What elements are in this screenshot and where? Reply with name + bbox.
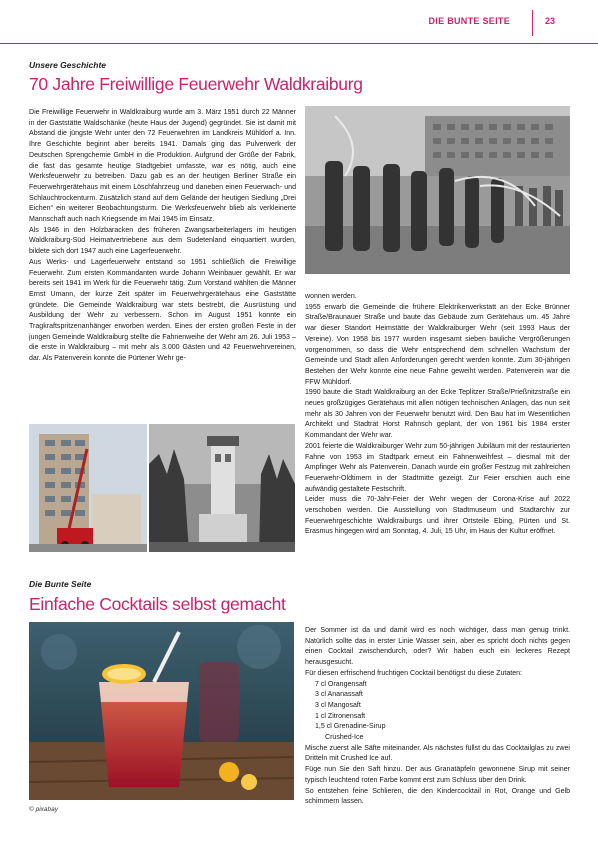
fire-engine-ladder-photo [29, 424, 147, 552]
paragraph: Leider muss die 70-Jahr-Feier der Wehr wegen der Corona-Krise auf 2022 verschoben werden. Die Ausstellung von Stadtmuseum und Stadtarchiv zur Feuerwehrgeschichte Waldkraiburgs und ihrer Ortsteile Ebing, Pürten und St. Erasmus hingegen wird am Sonntag, 4. Juli, 15 Uhr, im Haus der Kultur eröffnet. [305, 496, 570, 536]
page-number: 23 [545, 16, 556, 26]
paragraph: wonnen werden. [305, 293, 357, 300]
paragraph: Aus Werks- und Lagerfeuerwehr entstand so 1951 schließlich die Freiwillige Feuerwehr. Zum ersten Kommandanten wurde Johann Weinbauer gewählt. Er war bereits seit 1941 im Werk für die Feuerwehr tätig. Zum Vorstand wählten die Männer Ernst Umann, der kurze Zeit später im Feuerwehrgerätehaus eine Gaststätte gründete. Die Gemeinde Waldkraiburg war stets bestrebt, die Ausrüstung und Ausbildung der Wehr zu verbessern. Schon im August 1951 konnte ein Tragkraftspritzenanhänger erworben werden. Eines der ersten großen Feste in der jungen Gemeinde Waldkraiburg stellte die Fahnenweihe der Wehr am 26. Juli 1953 – die erste in Waldkraiburg – mit mehr als 3.000 Gästen und 42 Feuerwehrvereinen, dar. Als Patenverein konnte die Pürtener Wehr ge- [29, 258, 296, 363]
paragraph: 1955 erwarb die Gemeinde die frühere Elektrikerwerkstatt an der Ecke Brünner Straße/Braunauer Straße und baute das Gebäude zum Gerätehaus um. 45 Jahre war dieser Standort Heimstätte der Waldkraiburger Wehr (seit 1993 Haus der Vereine). Von 1958 bis 1977 wurden insgesamt sieben bauliche Vergrößerungen vorgenommen, so dass die Wehr entsprechend dem schnellen Wachstum der Gemeinde und Stadt allen Anforderungen gerecht werden konnte. Zum 30-jährigen Bestehen der Wehr konnte eine neue Fahne geweiht werden. Patenverein war die FFW Mühldorf. [305, 303, 570, 386]
paragraph: Als 1946 in den Holzbaracken des früheren Zwangsarbeiterlagers im heutigen Waldkraiburg-Süd Heimatvertriebene aus dem Sudetenland einquartiert wurden, bildete sich dort 1947 auch eine Lagerfeuerwehr. [29, 226, 296, 256]
article2-title: Einfache Cocktails selbst gemacht [29, 594, 286, 614]
fire-tower-photo [149, 424, 295, 552]
article1-column-1 [29, 108, 296, 453]
section-header: DIE BUNTE SEITE [428, 16, 510, 26]
article1-title: 70 Jahre Freiwillige Feuerwehr Waldkraiburg [29, 74, 363, 94]
ingredient-item: Crushed-Ice [325, 734, 364, 742]
photo-credit: © pixabay [29, 806, 58, 813]
paragraph: 2001 feierte die Waldkraiburger Wehr zum 50-jährigen Jubiläum mit der restaurierten Fahne von 1953 im Stadtpark erneut ein Fahnenweihfest – diesmal mit der Ampfinger Wehr als Patenverein. Danach wurde ein großer Festzug mit zahlreichen Feuerwehr-Oldtimern in der Stadtmitte gezeigt. Zur Feier erschien auch eine aufwändig gestaltete Festschrift. [305, 442, 570, 493]
paragraph: Für diesen erfrischend fruchtigen Cocktail benötigst du diese Zutaten: [305, 669, 523, 677]
paragraph: Die Freiwillige Feuerwehr in Waldkraiburg wurde am 3. März 1951 durch 22 Männer in der Gaststätte Waldschänke (heute Haus der Jugend) gegründet. Sie ist damit mit Abstand die jüngste Wehr unter den 72 Feuerwehren im Landkreis Mühldorf a. Inn. Ihre Geschichte beginnt aber bereits 1941. Damals ging das Pulverwerk der Deutschen Sprengchemie GmbH in die Produktion. Aufgrund der Größe der Fabrik, die fast das gesamte heutige Stadtgebiet umfasste, war es nötig, auch eine Werksfeuerwehr zu betreiben. Dazu gab es an der heutigen Berliner Straße ein Feuerwehrgerätehaus mit einem Löschfahrzeug und daneben einen Feuerwach- und Schlauchtrockenturm. Zusätzlich stand auf dem Gelände der heutigen Siedlung „Drei Eichen“ ein weiterer Beobachtungsturm. Die Werksfeuerwehr blieb als verkleinerte Mannschaft auch nach Kriegsende im Mai 1945 im Einsatz. [29, 109, 296, 224]
header-rule [0, 43, 598, 44]
ingredient-item: 1,5 cl Grenadine-Sirup [315, 723, 386, 731]
ingredient-item: 7 cl Orangensaft [315, 680, 367, 688]
paragraph: Füge nun Sie den Saft hinzu. Der aus Granatäpfeln gewonnene Sirup mit seiner typisch leuchtend roten Farbe kommt erst zum Schluss über den Drink. [305, 766, 570, 784]
paragraph: Mische zuerst alle Säfte miteinander. Als nächstes füllst du das Cocktailglas zu zwei Dritteln mit Crushed Ice auf. [305, 744, 570, 763]
paragraph: So entstehen feine Schlieren, die den Kindercocktail in Rot, Orange und Gelb schimmern lassen. [305, 787, 570, 806]
ingredient-item: 3 cl Mangosaft [315, 701, 361, 709]
paragraph: Der Sommer ist da und damit wird es noch wichtiger, dass man genug trinkt. Natürlich sollte das in erster Linie Wasser sein, aber es spricht doch nichts gegen einen Cocktail zwischendurch, oder? Wir haben euch ein leckeres Rezept herausgesucht. [305, 627, 570, 667]
article1-kicker: Unsere Geschichte [29, 60, 107, 70]
header-divider [532, 10, 533, 36]
ingredient-item: 3 cl Ananassaft [315, 691, 363, 699]
paragraph: 1990 baute die Stadt Waldkraiburg an der Ecke Teplitzer Straße/Prießnitzstraße ein neues großzügiges Gerätehaus mit allen nötigen technischen Anlagen, das nun seit mehr als 30 Jahren von der Feuerwehr benutzt wird. Den Bau hat im Wesentlichen Architekt und Stadtrat Horst Rahnsch geplant, der von 1961 bis 1984 erster Kommandant der Wehr war. [305, 389, 570, 440]
article2-text [305, 626, 570, 826]
cocktail-photo [29, 622, 294, 800]
historic-firefighters-photo [305, 106, 570, 274]
ingredient-item: 1 cl Zitronensaft [315, 712, 366, 720]
article2-kicker: Die Bunte Seite [29, 579, 92, 589]
article1-column-2 [305, 292, 570, 560]
